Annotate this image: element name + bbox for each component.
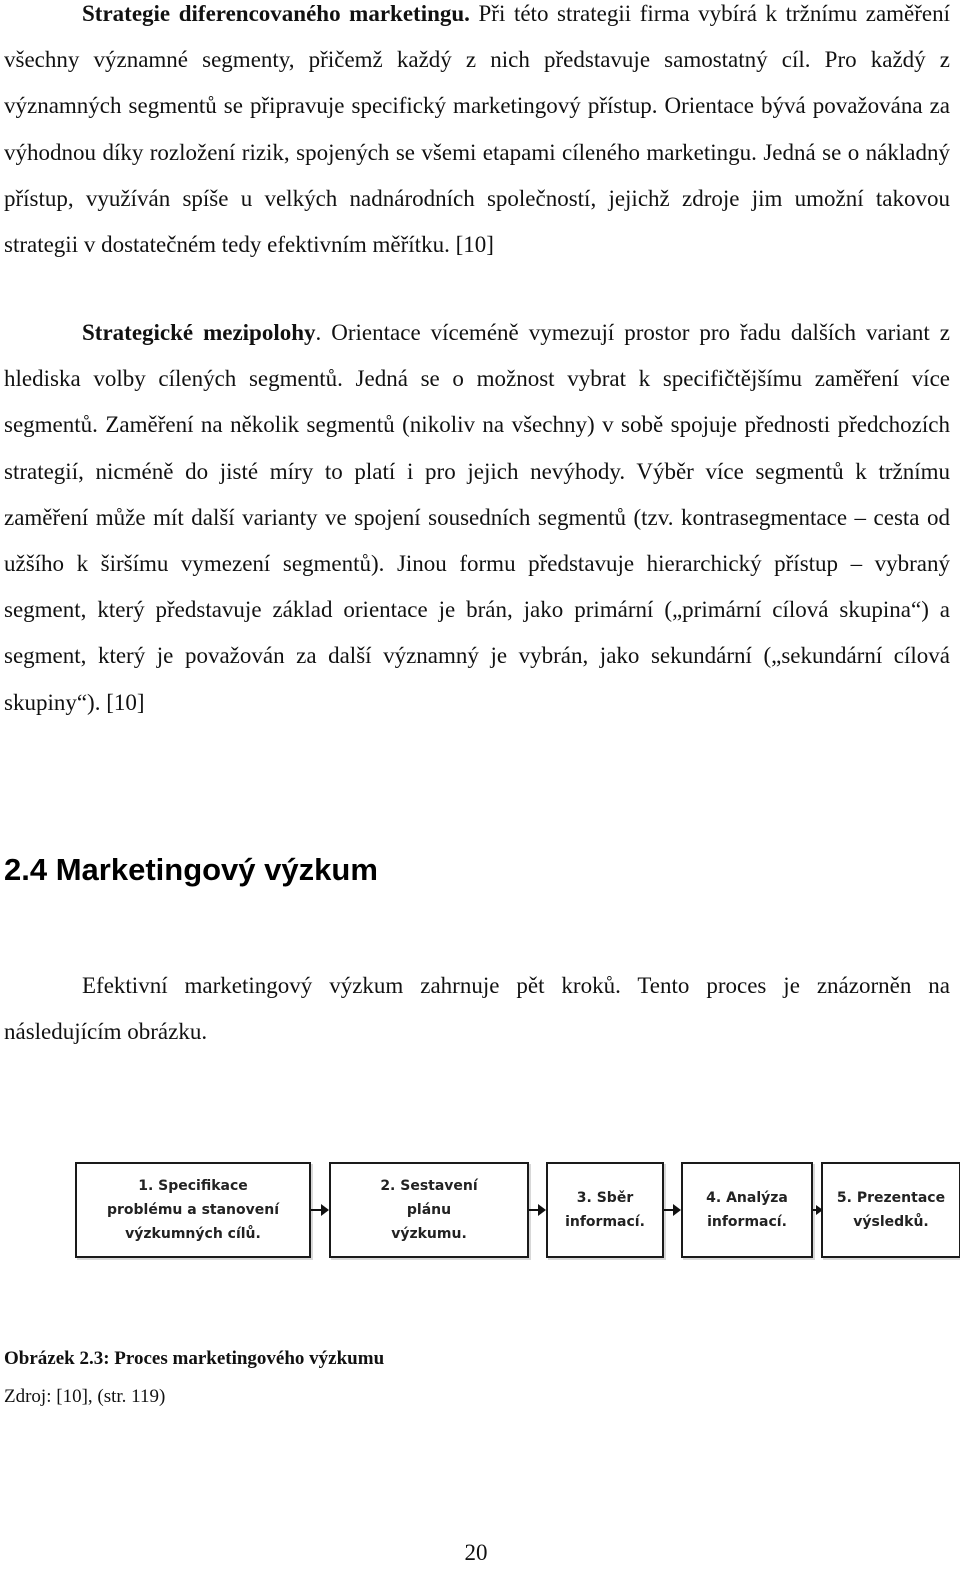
step-box-2 xyxy=(329,1162,529,1258)
process-diagram xyxy=(75,1162,946,1260)
arrow-right-icon xyxy=(529,1200,546,1220)
step-2-line-2: plánu xyxy=(406,1202,452,1218)
step-4-line-2: informací. xyxy=(707,1214,787,1230)
step-box-1 xyxy=(75,1162,311,1258)
paragraph-strategic-intermediate xyxy=(4,310,950,726)
step-1-line-2: problému a stanovení xyxy=(106,1202,280,1218)
figure-caption: Obrázek 2.3: Proces marketingového výzkumu xyxy=(4,1348,385,1369)
step-1-line-3: výzkumných cílů. xyxy=(125,1226,261,1242)
step-5-line-1: 5. Prezentace xyxy=(836,1190,946,1206)
step-2-line-3: výzkumu. xyxy=(391,1226,467,1242)
step-1-line-1: 1. Specifikace xyxy=(138,1178,248,1194)
page-number: 20 xyxy=(464,1540,488,1565)
paragraph-body: Při této strategii firma vybírá k tržnímu zaměření všechny významné segmenty, přičemž každý z nich představuje samostatný cíl. Pro každý z významných segmentů se připravuje specifický marketingový přístup. Orientace bývá považována za výhodnou díky rozložení rizik, spojených se všemi etapami cíleného marketingu. Jedná se o nákladný přístup, využíván spíše u velkých nadnárodních společností, jejichž zdroje jim umožní takovou strategii v dostatečném tedy efektivním měřítku. [10] xyxy=(4,1,951,258)
step-3-line-2: informací. xyxy=(565,1214,645,1230)
step-4-line-1: 4. Analýza xyxy=(706,1190,788,1206)
step-box-5 xyxy=(821,1162,960,1258)
section-intro: Efektivní marketingový výzkum zahrnuje pět kroků. Tento proces je znázorněn na následujícím obrázku. xyxy=(4,973,950,1045)
term-differentiated-marketing: Strategie diferencovaného marketingu. xyxy=(82,1,470,26)
term-strategic-intermediate: Strategické mezipolohy xyxy=(82,320,316,345)
figure-source: Zdroj: [10], (str. 119) xyxy=(4,1386,166,1407)
paragraph-body: . Orientace víceméně vymezují prostor pro řadu dalších variant z hlediska volby cílených segmentů. Jedná se o možnost vybrat k specifičtějšímu zaměření více segmentů. Zaměření na několik segmentů (nikoliv na všechny) v sobě spojuje přednosti předchozích strategií, nicméně do jisté míry to platí i pro jejich nevýhody. Výběr více segmentů k tržnímu zaměření může mít další varianty ve spojení sousedních segmentů (tzv. kontrasegmentace – cesta od užšího k širšímu vymezení segmentů). Jinou formu představuje hierarchický přístup – vybraný segment, který představuje základ orientace je brán, jako primární („primární cílová skupina“) a segment, který je považován za další významný je vybrán, jako sekundární („sekundární cílová skupiny“). [10] xyxy=(4,320,950,715)
step-box-3 xyxy=(546,1162,664,1258)
step-2-line-1: 2. Sestavení xyxy=(380,1178,478,1194)
step-box-4 xyxy=(681,1162,813,1258)
step-5-line-2: výsledků. xyxy=(853,1214,929,1230)
step-3-line-1: 3. Sběr xyxy=(576,1190,634,1206)
arrow-right-icon xyxy=(664,1200,681,1220)
arrow-right-icon xyxy=(311,1200,329,1220)
paragraph-differentiated-marketing xyxy=(4,0,950,268)
section-heading: 2.4 Marketingový výzkum xyxy=(4,852,378,887)
